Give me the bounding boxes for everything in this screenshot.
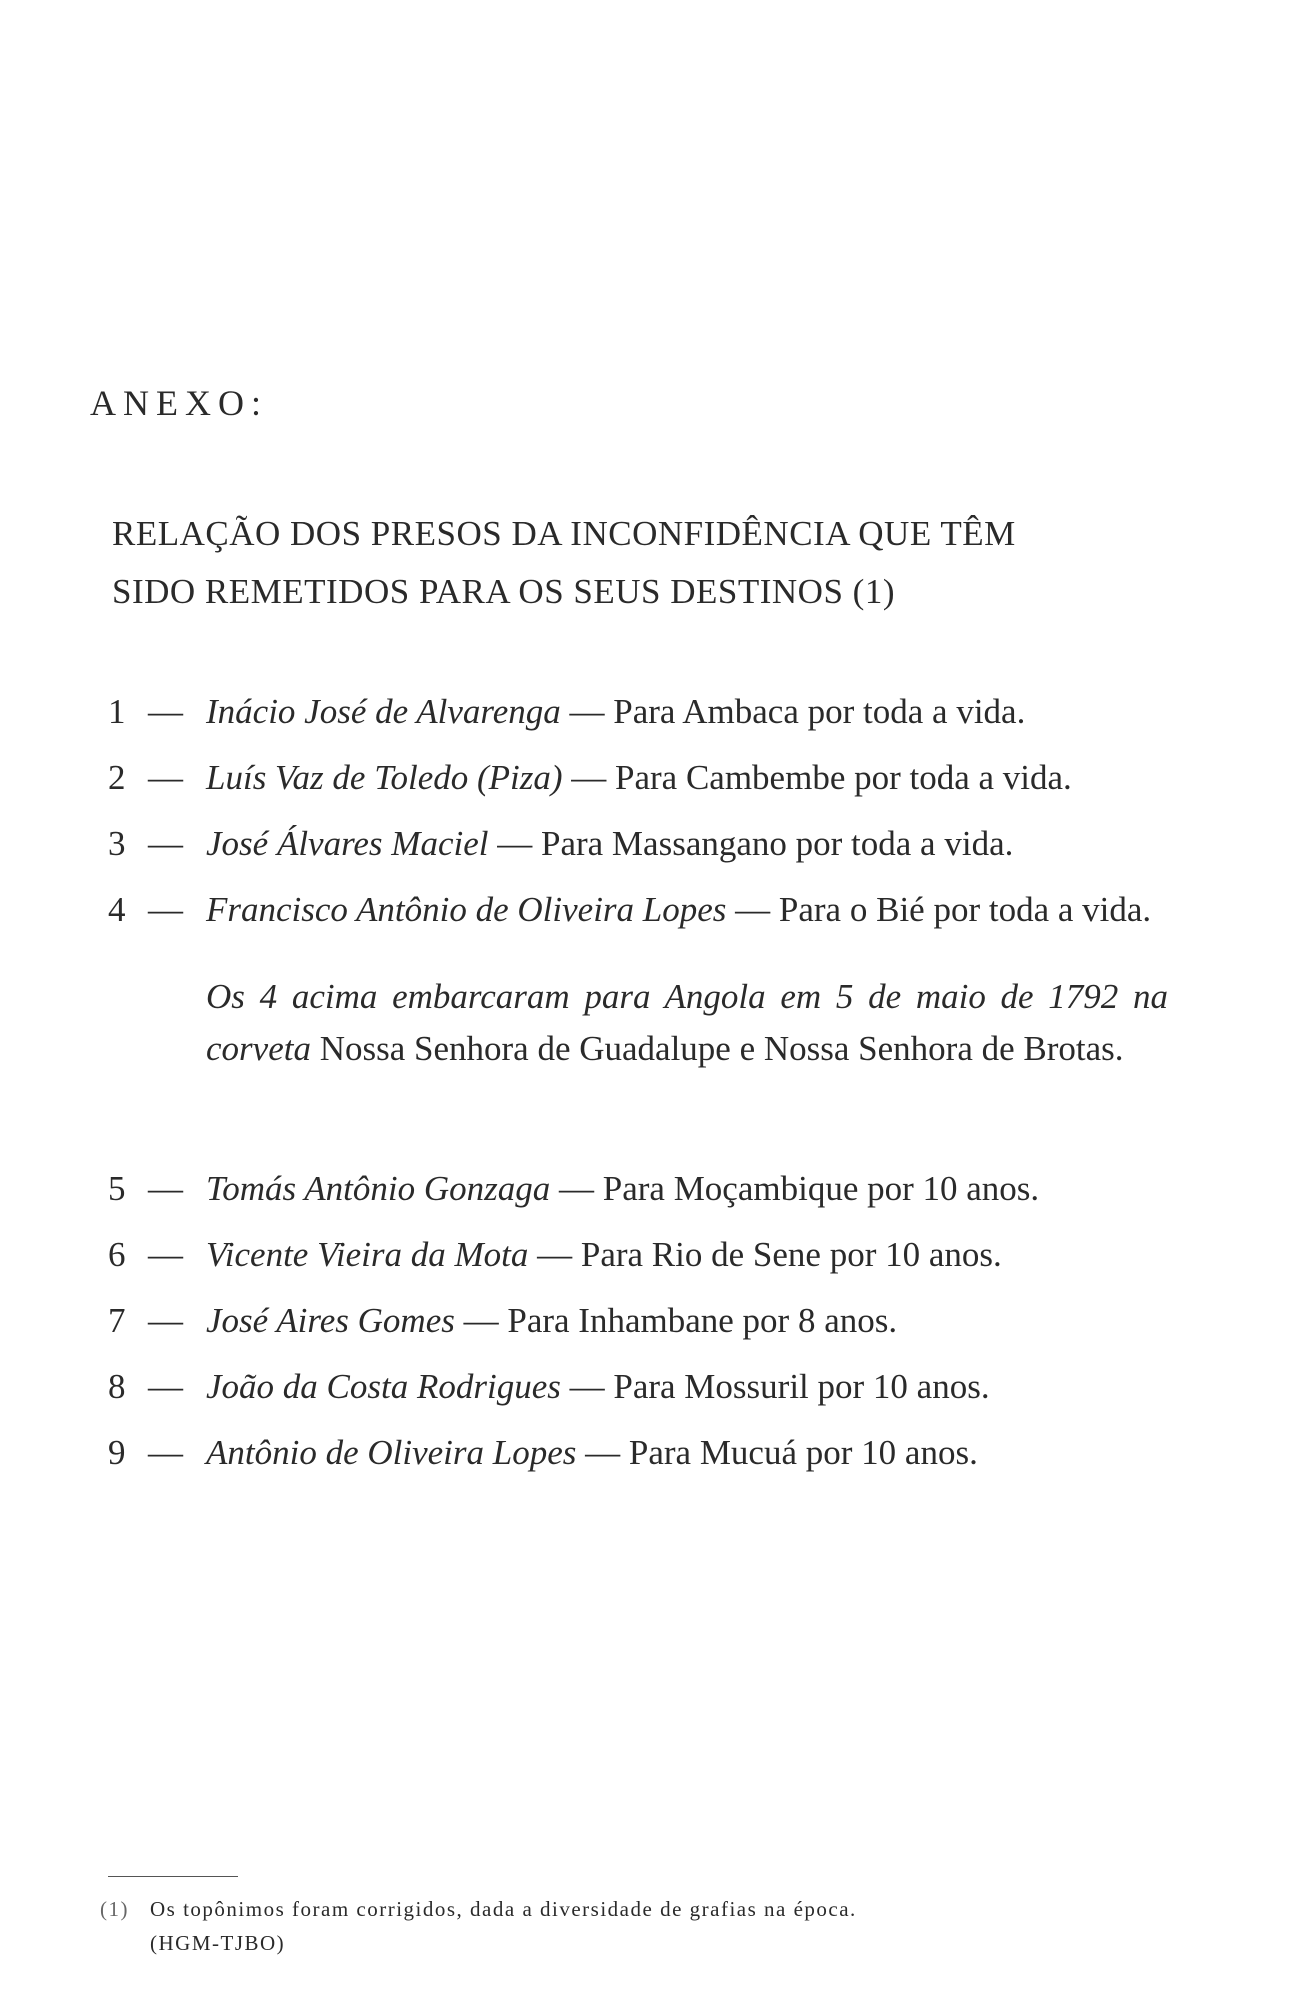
prisoner-destination: Para Ambaca por toda a vida. <box>613 692 1026 731</box>
item-number: 5 <box>108 1169 126 1208</box>
note-italic-text: Os 4 acima embarcaram para Angola em 5 de maio de 1792 na corveta <box>206 977 1168 1068</box>
prisoner-list <box>108 686 1168 1493</box>
list-item <box>108 1295 1168 1346</box>
prisoner-name: Antônio de Oliveira Lopes <box>206 1433 577 1472</box>
item-number: 1 <box>108 692 126 731</box>
footnote <box>100 1892 1170 1960</box>
item-dash: — <box>148 824 183 863</box>
footnote-divider <box>108 1876 238 1877</box>
prisoner-name: Vicente Vieira da Mota <box>206 1235 529 1274</box>
prisoner-name: José Aires Gomes <box>206 1301 455 1340</box>
list-item <box>108 1361 1168 1412</box>
embarkation-note <box>108 971 1168 1075</box>
list-item <box>108 818 1168 869</box>
prisoner-destination: Para Rio de Sene por 10 anos. <box>580 1235 1002 1274</box>
prisoner-name: João da Costa Rodrigues <box>206 1367 561 1406</box>
list-item <box>108 1427 1168 1478</box>
footnote-text: Os topônimos foram corrigidos, dada a diversidade de grafias na época. <box>150 1897 857 1921</box>
list-item <box>108 752 1168 803</box>
list-item <box>108 1163 1168 1214</box>
prisoner-destination: Para Massangano por toda a vida. <box>540 824 1014 863</box>
document-title <box>112 505 1192 621</box>
list-item <box>108 884 1168 935</box>
dash-separator: — <box>463 1301 499 1340</box>
prisoner-destination: Para o Bié por toda a vida. <box>778 890 1152 929</box>
dash-separator: — <box>585 1433 621 1472</box>
prisoner-destination: Para Moçambique por 10 anos. <box>602 1169 1040 1208</box>
prisoner-name: José Álvares Maciel <box>206 824 489 863</box>
dash-separator: — <box>571 758 607 797</box>
item-dash: — <box>148 1235 183 1274</box>
prisoner-name: Tomás Antônio Gonzaga <box>206 1169 551 1208</box>
list-item <box>108 1229 1168 1280</box>
dash-separator: — <box>537 1235 573 1274</box>
item-number: 7 <box>108 1301 126 1340</box>
item-dash: — <box>148 692 183 731</box>
title-line-2: SIDO REMETIDOS PARA OS SEUS DESTINOS (1) <box>112 572 895 611</box>
item-dash: — <box>148 1367 183 1406</box>
item-dash: — <box>148 890 183 929</box>
item-number: 4 <box>108 890 126 929</box>
list-item <box>108 686 1168 737</box>
dash-separator: — <box>497 824 533 863</box>
item-dash: — <box>148 758 183 797</box>
prisoner-name: Luís Vaz de Toledo (Piza) <box>206 758 563 797</box>
item-number: 9 <box>108 1433 126 1472</box>
prisoner-destination: Para Mucuá por 10 anos. <box>628 1433 978 1472</box>
dash-separator: — <box>559 1169 594 1208</box>
title-line-1: RELAÇÃO DOS PRESOS DA INCONFIDÊNCIA QUE TÊM <box>112 514 1016 553</box>
item-dash: — <box>148 1433 183 1472</box>
dash-separator: — <box>569 692 605 731</box>
annex-label: ANEXO: <box>90 383 268 423</box>
note-ship-names: Nossa Senhora de Guadalupe e Nossa Senhora de Brotas. <box>319 1029 1124 1068</box>
item-number: 3 <box>108 824 126 863</box>
footnote-marker: (1) <box>100 1897 129 1921</box>
prisoner-destination: Para Mossuril por 10 anos. <box>613 1367 990 1406</box>
prisoner-destination: Para Cambembe por toda a vida. <box>615 758 1072 797</box>
prisoner-name: Francisco Antônio de Oliveira Lopes <box>206 890 727 929</box>
dash-separator: — <box>569 1367 605 1406</box>
item-dash: — <box>148 1301 183 1340</box>
prisoner-destination: Para Inhambane por 8 anos. <box>507 1301 898 1340</box>
item-dash: — <box>148 1169 183 1208</box>
item-number: 6 <box>108 1235 126 1274</box>
dash-separator: — <box>735 890 771 929</box>
item-number: 8 <box>108 1367 126 1406</box>
item-number: 2 <box>108 758 126 797</box>
prisoner-name: Inácio José de Alvarenga <box>206 692 561 731</box>
footnote-source: (HGM-TJBO) <box>150 1931 286 1955</box>
